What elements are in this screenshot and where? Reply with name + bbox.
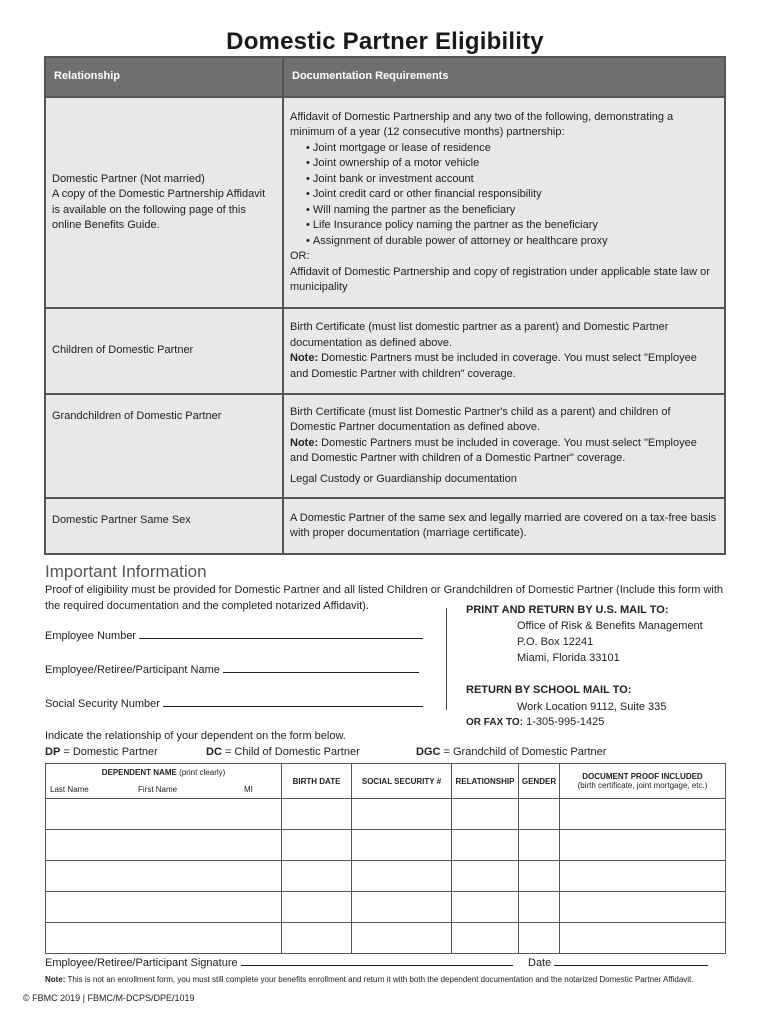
date-field[interactable]: [528, 955, 708, 971]
code-text: = Child of Domestic Partner: [224, 746, 360, 758]
cell-proof[interactable]: [560, 861, 726, 892]
documentation-cell: [283, 308, 725, 394]
gender-header: GENDER: [519, 764, 560, 799]
cell-ssn[interactable]: [352, 799, 452, 830]
note-label: Note:: [290, 436, 319, 449]
list-item: • Joint credit card or other financial responsibility: [290, 187, 718, 203]
cell-birth[interactable]: [282, 830, 352, 861]
code-text: = Domestic Partner: [63, 746, 158, 758]
mail-address-line1: Office of Risk & Benefits Management: [517, 620, 703, 632]
table-row: [45, 97, 725, 308]
footer-note-label: Note:: [45, 975, 66, 984]
name-field[interactable]: [45, 662, 419, 678]
cell-relationship[interactable]: [452, 830, 519, 861]
doc-bullets: [290, 141, 718, 250]
school-mail-heading: RETURN BY SCHOOL MAIL TO:: [466, 684, 632, 696]
school-mail-line: Work Location 9112, Suite 335: [517, 701, 667, 713]
note-text: Domestic Partners must be included in coverage. You must select "Employee and Domestic Partner with children" coverage.: [290, 352, 697, 380]
mail-address-line3: Miami, Florida 33101: [517, 652, 620, 664]
cell-relationship[interactable]: [452, 861, 519, 892]
doc-outro: Affidavit of Domestic Partnership and copy of registration under applicable state law or municipality: [290, 265, 710, 293]
relationship-cell: [45, 97, 283, 308]
table-row[interactable]: [46, 799, 726, 830]
cell-ssn[interactable]: [352, 861, 452, 892]
list-item: • Assignment of durable power of attorney or healthcare proxy: [290, 234, 718, 250]
relationship-cell: Domestic Partner Same Sex: [45, 498, 283, 554]
last-name-label: Last Name: [50, 785, 89, 794]
eligibility-table: [44, 56, 726, 555]
ssn-label: Social Security Number: [45, 698, 160, 710]
doc-text: Birth Certificate (must list domestic partner as a parent) and Domestic Partner documentation as defined above.: [290, 321, 669, 349]
dependent-name-note: (print clearly): [179, 768, 226, 777]
documentation-cell: A Domestic Partner of the same sex and legally married are covered on a tax-free basis with proper documentation (marriage certificate).: [283, 498, 725, 554]
cell-name[interactable]: [46, 799, 282, 830]
cell-name[interactable]: [46, 830, 282, 861]
code-label: DGC: [416, 746, 441, 758]
table-row: [45, 394, 725, 498]
employee-number-label: Employee Number: [45, 630, 137, 642]
cell-birth[interactable]: [282, 892, 352, 923]
list-item: • Joint mortgage or lease of residence: [290, 141, 718, 157]
mail-address-line2: P.O. Box 12241: [517, 636, 594, 648]
cell-ssn[interactable]: [352, 923, 452, 954]
relationship-header: RELATIONSHIP: [452, 764, 519, 799]
cell-gender[interactable]: [519, 830, 560, 861]
doc-text: Birth Certificate (must list Domestic Partner's child as a parent) and children of Domestic Partner documentation as defined above.: [290, 405, 671, 434]
relationship-cell: Grandchildren of Domestic Partner: [45, 394, 283, 498]
list-item: • Will naming the partner as the beneficiary: [290, 203, 718, 219]
cell-relationship[interactable]: [452, 923, 519, 954]
cell-proof[interactable]: [560, 892, 726, 923]
code-label: DP: [45, 746, 61, 758]
signature-label: Employee/Retiree/Participant Signature: [45, 957, 238, 969]
important-text: Proof of eligibility must be provided for Domestic Partner and all listed Children or Grandchildren of Domestic Partner (Include this form with the required documentation and the completed notarized Affidavit).: [45, 584, 724, 612]
birth-date-header: BIRTH DATE: [282, 764, 352, 799]
footer-note-text: This is not an enrollment form, you must still complete your benefits enrollment and return it with both the dependent documentation and the notarized Domestic Partner Affidavit.: [67, 975, 694, 984]
ssn-field[interactable]: [45, 696, 423, 712]
list-item: • Life Insurance policy naming the partner as the beneficiary: [290, 218, 718, 234]
note-text: Domestic Partners must be included in coverage. You must select "Employee and Domestic Partner with children of a Domestic Partner" coverage.: [290, 436, 697, 465]
proof-note: (birth certificate, joint mortgage, etc.): [577, 781, 708, 790]
cell-ssn[interactable]: [352, 892, 452, 923]
cell-gender[interactable]: [519, 923, 560, 954]
cell-proof[interactable]: [560, 830, 726, 861]
proof-label: DOCUMENT PROOF INCLUDED: [582, 772, 703, 781]
important-heading: Important Information: [45, 562, 207, 581]
copyright: © FBMC 2019 | FBMC/M-DCPS/DPE/1019: [23, 993, 195, 1003]
table-row[interactable]: [46, 830, 726, 861]
cell-name[interactable]: [46, 861, 282, 892]
table-row[interactable]: [46, 892, 726, 923]
code-text: = Grandchild of Domestic Partner: [443, 746, 607, 758]
table-row[interactable]: [46, 861, 726, 892]
name-label: Employee/Retiree/Participant Name: [45, 664, 220, 676]
documentation-header: Documentation Requirements: [283, 57, 725, 97]
doc-extra: Legal Custody or Guardianship documentation: [290, 472, 517, 485]
fax-number: 1-305-995-1425: [526, 716, 605, 728]
code-dc: [206, 744, 360, 760]
signature-line[interactable]: [241, 955, 513, 966]
fax-label: OR FAX TO:: [466, 717, 524, 728]
cell-gender[interactable]: [519, 799, 560, 830]
employee-number-field[interactable]: [45, 628, 423, 644]
table-row: [45, 308, 725, 394]
cell-birth[interactable]: [282, 799, 352, 830]
table-row[interactable]: [46, 923, 726, 954]
footer-note: [45, 974, 745, 986]
dependent-name-label: DEPENDENT NAME: [101, 768, 177, 777]
code-label: DC: [206, 746, 222, 758]
cell-ssn[interactable]: [352, 830, 452, 861]
indicate-text: Indicate the relationship of your dependent on the form below.: [45, 730, 346, 742]
doc-intro: Affidavit of Domestic Partnership and any two of the following, demonstrating a minimum of a year (12 consecutive months) partnership:: [290, 110, 674, 138]
cell-proof[interactable]: [560, 799, 726, 830]
cell-name[interactable]: [46, 923, 282, 954]
fax-line: [466, 714, 604, 731]
dependent-name-header: [46, 764, 282, 799]
first-name-label: First Name: [138, 785, 178, 794]
cell-birth[interactable]: [282, 861, 352, 892]
relationship-text: Domestic Partner (Not married) A copy of the Domestic Partnership Affidavit is available on the following page of this online Benefits Guide.: [52, 172, 266, 231]
divider: [446, 608, 447, 710]
cell-gender[interactable]: [519, 861, 560, 892]
code-dgc: [416, 744, 606, 760]
cell-gender[interactable]: [519, 892, 560, 923]
note-label: Note:: [290, 352, 319, 364]
proof-header: [560, 764, 726, 799]
date-label: Date: [528, 957, 552, 969]
name-line[interactable]: [223, 662, 419, 673]
signature-field[interactable]: [45, 955, 513, 971]
date-line[interactable]: [554, 955, 708, 966]
dependents-table: [45, 763, 726, 954]
doc-or: OR:: [290, 250, 310, 262]
cell-birth[interactable]: [282, 923, 352, 954]
cell-relationship[interactable]: [452, 892, 519, 923]
cell-relationship[interactable]: [452, 799, 519, 830]
list-item: • Joint bank or investment account: [290, 172, 718, 188]
list-item: • Joint ownership of a motor vehicle: [290, 156, 718, 172]
table-row: [45, 498, 725, 554]
cell-proof[interactable]: [560, 923, 726, 954]
documentation-cell: [283, 97, 725, 308]
relationship-header: Relationship: [45, 57, 283, 97]
documentation-cell: [283, 394, 725, 498]
print-return-heading: PRINT AND RETURN BY U.S. MAIL TO:: [466, 604, 669, 616]
cell-name[interactable]: [46, 892, 282, 923]
page-title: Domestic Partner Eligibility: [226, 28, 544, 55]
employee-number-line[interactable]: [139, 628, 423, 639]
relationship-cell: Children of Domestic Partner: [45, 308, 283, 394]
mi-label: MI: [244, 785, 253, 794]
ssn-header: SOCIAL SECURITY #: [352, 764, 452, 799]
code-dp: [45, 744, 158, 760]
ssn-line[interactable]: [163, 696, 423, 707]
